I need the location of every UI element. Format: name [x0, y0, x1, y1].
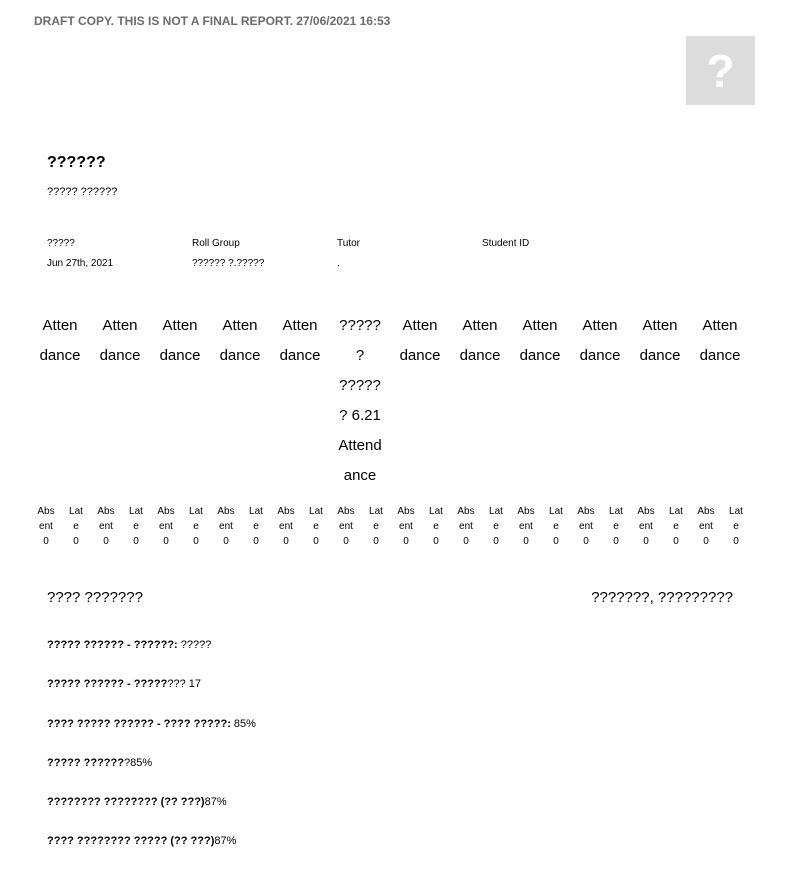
absent-cell — [151, 504, 181, 549]
attendance-column-header-line: Atten — [102, 317, 138, 334]
attendance-cell-label: e — [313, 521, 319, 532]
attendance-column-header-line: dance — [39, 347, 81, 364]
attendance-column-header — [330, 311, 390, 491]
late-cell — [661, 504, 691, 549]
stat-label: ????? ?????? - ??????: — [47, 639, 178, 651]
info-roll-group — [192, 238, 337, 270]
attendance-cell-label: Lat — [609, 506, 623, 517]
attendance-cell-label: Lat — [129, 506, 143, 517]
attendance-cell-label: ent — [159, 521, 173, 532]
attendance-count: 0 — [553, 536, 559, 547]
attendance-column-header-line: Atten — [462, 317, 498, 334]
stat-line — [47, 754, 647, 793]
absent-cell — [31, 504, 61, 549]
absent-cell — [451, 504, 481, 549]
attendance-column-header-line: dance — [159, 347, 201, 364]
section-title-right: ???????, ????????? — [591, 589, 733, 606]
student-name: ?????? — [47, 154, 106, 171]
draft-notice: DRAFT COPY. THIS IS NOT A FINAL REPORT. 27/06/2021 16:53 — [34, 14, 391, 28]
late-cell — [601, 504, 631, 549]
info-student-id-label: Student ID — [482, 238, 530, 249]
attendance-cell-label: ent — [699, 521, 713, 532]
attendance-count: 0 — [223, 536, 229, 547]
stat-value: ?85% — [123, 756, 153, 769]
absent-cell — [391, 504, 421, 549]
late-cell — [61, 504, 91, 549]
attendance-count: 0 — [703, 536, 709, 547]
attendance-column-header-line: Atten — [522, 317, 558, 334]
attendance-column-header-line: ????? — [339, 377, 381, 394]
attendance-column-header — [210, 311, 270, 491]
info-tutor — [337, 238, 482, 270]
attendance-cell-label: Abs — [697, 506, 715, 517]
stat-label: ????? ?????? — [47, 756, 124, 769]
absent-cell — [271, 504, 301, 549]
attendance-column-header — [390, 311, 450, 491]
info-date-label: ????? — [47, 238, 75, 249]
attendance-column-header-line: Atten — [162, 317, 198, 334]
attendance-cell-label: e — [553, 521, 559, 532]
late-cell — [421, 504, 451, 549]
attendance-cell-label: ent — [399, 521, 413, 532]
stat-line — [47, 832, 647, 871]
school-logo-placeholder: ? — [686, 36, 755, 105]
attendance-column-header — [90, 311, 150, 491]
attendance-cell-label: Lat — [669, 506, 683, 517]
attendance-column-header — [150, 311, 210, 491]
stat-value: ????? — [177, 639, 212, 651]
attendance-cell-label: ent — [279, 521, 293, 532]
attendance-cell-label: Lat — [189, 506, 203, 517]
attendance-count: 0 — [253, 536, 259, 547]
student-subtitle: ????? ?????? — [47, 186, 118, 198]
attendance-cell-label: e — [673, 521, 679, 532]
attendance-cell-label: ent — [339, 521, 353, 532]
attendance-count: 0 — [73, 536, 79, 547]
attendance-cell-label: e — [493, 521, 499, 532]
attendance-count: 0 — [403, 536, 409, 547]
attendance-count: 0 — [613, 536, 619, 547]
attendance-cell-label: Lat — [249, 506, 263, 517]
attendance-column-header-line: ? 6.21 — [339, 407, 381, 424]
attendance-count: 0 — [103, 536, 109, 547]
attendance-count: 0 — [583, 536, 589, 547]
attendance-header-row — [30, 311, 750, 491]
stat-label: ???? ???????? ????? (?? ???) — [47, 835, 215, 848]
attendance-count: 0 — [283, 536, 289, 547]
attendance-cell-label: e — [433, 521, 439, 532]
attendance-column-header-line: ance — [343, 467, 377, 484]
info-student-id — [482, 238, 627, 258]
attendance-cell-label: Abs — [577, 506, 595, 517]
attendance-cell-label: ent — [639, 521, 653, 532]
absent-cell — [691, 504, 721, 549]
info-date — [47, 238, 192, 270]
attendance-cell-label: e — [373, 521, 379, 532]
info-tutor-value: . — [337, 258, 340, 269]
attendance-values-row — [31, 504, 751, 549]
attendance-count: 0 — [643, 536, 649, 547]
attendance-cell-label: e — [253, 521, 259, 532]
stat-value: ??? 17 — [167, 678, 201, 691]
attendance-count: 0 — [313, 536, 319, 547]
attendance-column-header-line: dance — [219, 347, 261, 364]
late-cell — [361, 504, 391, 549]
attendance-column-header — [630, 311, 690, 491]
attendance-cell-label: Lat — [429, 506, 443, 517]
absent-cell — [211, 504, 241, 549]
attendance-column-header — [270, 311, 330, 491]
attendance-column-header-line: Attend — [338, 437, 382, 454]
attendance-column-header-line: Atten — [42, 317, 78, 334]
attendance-column-header-line: dance — [279, 347, 321, 364]
attendance-cell-label: Abs — [37, 506, 55, 517]
attendance-cell-label: Abs — [217, 506, 235, 517]
info-roll-group-value: ?????? ?.????? — [192, 258, 265, 269]
late-cell — [721, 504, 751, 549]
attendance-column-header-line: dance — [99, 347, 141, 364]
attendance-cell-label: e — [133, 521, 139, 532]
info-roll-group-label: Roll Group — [192, 238, 240, 249]
stat-label: ???? ????? ?????? - ???? ?????: — [47, 717, 231, 730]
late-cell — [241, 504, 271, 549]
attendance-column-header-line: dance — [579, 347, 621, 364]
attendance-cell-label: Lat — [549, 506, 563, 517]
attendance-cell-label: Abs — [637, 506, 655, 517]
attendance-cell-label: Abs — [97, 506, 115, 517]
attendance-column-header — [450, 311, 510, 491]
attendance-cell-label: Abs — [517, 506, 535, 517]
info-tutor-label: Tutor — [337, 238, 360, 249]
attendance-column-header — [510, 311, 570, 491]
attendance-cell-label: e — [193, 521, 199, 532]
stat-label: ????? ?????? - ????? — [47, 678, 168, 691]
late-cell — [541, 504, 571, 549]
attendance-cell-label: e — [73, 521, 79, 532]
attendance-cell-label: ent — [219, 521, 233, 532]
stat-value: 87% — [214, 835, 237, 848]
stat-value: 85% — [230, 717, 256, 730]
attendance-cell-label: Lat — [309, 506, 323, 517]
absent-cell — [571, 504, 601, 549]
attendance-count: 0 — [163, 536, 169, 547]
stats-list — [47, 636, 647, 872]
attendance-column-header — [30, 311, 90, 491]
attendance-cell-label: Lat — [69, 506, 83, 517]
attendance-column-header — [570, 311, 630, 491]
attendance-column-header-line: Atten — [222, 317, 258, 334]
attendance-cell-label: Lat — [729, 506, 743, 517]
attendance-count: 0 — [193, 536, 199, 547]
attendance-cell-label: Abs — [397, 506, 415, 517]
attendance-cell-label: ent — [579, 521, 593, 532]
attendance-column-header-line: dance — [459, 347, 501, 364]
attendance-cell-label: ent — [99, 521, 113, 532]
stat-label: ???????? ???????? (?? ???) — [47, 796, 205, 809]
attendance-column-header-line: dance — [699, 347, 741, 364]
attendance-count: 0 — [133, 536, 139, 547]
attendance-count: 0 — [523, 536, 529, 547]
attendance-column-header-line: Atten — [282, 317, 318, 334]
attendance-column-header-line: dance — [639, 347, 681, 364]
attendance-column-header-line: dance — [399, 347, 441, 364]
attendance-column-header — [690, 311, 750, 491]
attendance-cell-label: ent — [459, 521, 473, 532]
absent-cell — [511, 504, 541, 549]
attendance-cell-label: Abs — [157, 506, 175, 517]
attendance-cell-label: Lat — [489, 506, 503, 517]
late-cell — [121, 504, 151, 549]
attendance-count: 0 — [433, 536, 439, 547]
late-cell — [301, 504, 331, 549]
attendance-cell-label: e — [733, 521, 739, 532]
stat-value: 87% — [204, 796, 227, 809]
section-title-left: ???? ??????? — [47, 589, 143, 606]
attendance-column-header-line: ????? — [339, 317, 381, 334]
attendance-cell-label: Abs — [337, 506, 355, 517]
attendance-cell-label: Lat — [369, 506, 383, 517]
late-cell — [481, 504, 511, 549]
attendance-count: 0 — [343, 536, 349, 547]
info-date-value: Jun 27th, 2021 — [47, 258, 114, 269]
attendance-count: 0 — [463, 536, 469, 547]
late-cell — [181, 504, 211, 549]
stat-line — [47, 793, 647, 832]
attendance-count: 0 — [493, 536, 499, 547]
stat-line — [47, 675, 647, 714]
stat-line — [47, 715, 647, 754]
absent-cell — [631, 504, 661, 549]
absent-cell — [91, 504, 121, 549]
attendance-cell-label: Abs — [457, 506, 475, 517]
attendance-column-header-line: Atten — [702, 317, 738, 334]
attendance-column-header-line: Atten — [402, 317, 438, 334]
attendance-column-header-line: Atten — [642, 317, 678, 334]
attendance-count: 0 — [673, 536, 679, 547]
attendance-column-header-line: Atten — [582, 317, 618, 334]
attendance-cell-label: ent — [519, 521, 533, 532]
attendance-count: 0 — [43, 536, 49, 547]
attendance-column-header-line: ? — [355, 347, 365, 364]
attendance-cell-label: Abs — [277, 506, 295, 517]
attendance-column-header-line: dance — [519, 347, 561, 364]
attendance-cell-label: e — [613, 521, 619, 532]
attendance-cell-label: ent — [39, 521, 53, 532]
absent-cell — [331, 504, 361, 549]
attendance-count: 0 — [733, 536, 739, 547]
stat-line — [47, 636, 647, 675]
attendance-count: 0 — [373, 536, 379, 547]
